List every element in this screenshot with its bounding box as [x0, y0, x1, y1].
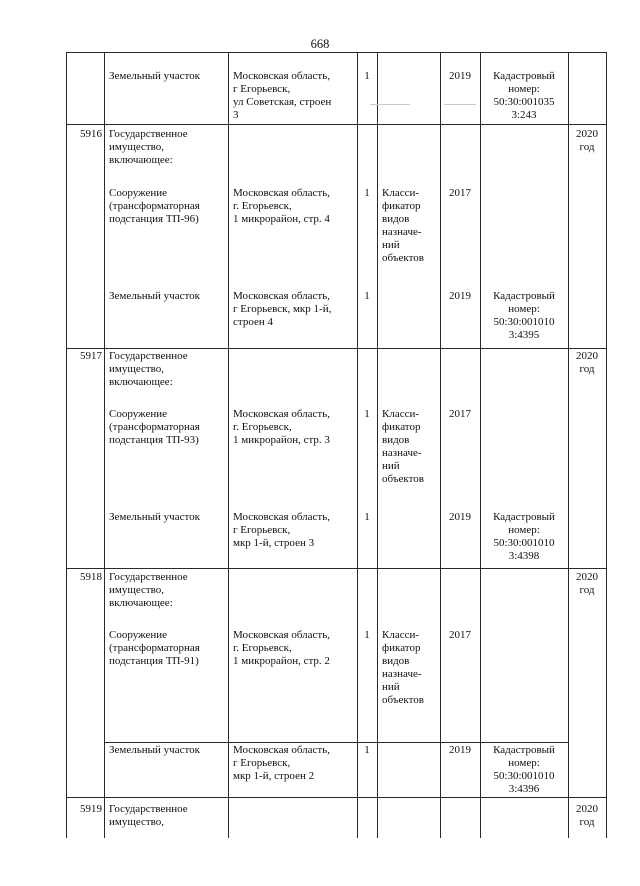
cell-line: 1 — [364, 408, 370, 420]
cell-line: фикатор — [382, 200, 421, 213]
cell-incl-year — [568, 803, 606, 829]
cell-object — [109, 629, 229, 668]
cell-line: Государственное — [109, 128, 188, 140]
cell-line: Сооружение — [109, 408, 168, 420]
cell-line: включающее: — [109, 154, 173, 167]
cell-incl-year — [568, 350, 606, 376]
table-top-rule — [66, 52, 607, 53]
cell-number — [66, 128, 102, 141]
cell-line: Московская область, — [233, 511, 330, 523]
cell-line: 2019 — [449, 744, 471, 756]
cell-object — [109, 408, 229, 447]
cell-line: 3 — [233, 109, 239, 122]
cell-qty — [357, 187, 377, 200]
cell-line: 50:30:001010 — [493, 316, 555, 329]
cell-line: имущество, — [109, 816, 165, 829]
column-rule-0 — [66, 52, 67, 838]
cell-line: назначе- — [382, 226, 422, 239]
cell-classifier — [382, 187, 442, 266]
cell-year — [440, 408, 480, 421]
column-rule-7 — [568, 52, 569, 838]
cell-qty — [357, 70, 377, 83]
cell-line: 1 микрорайон, стр. 2 — [233, 655, 330, 668]
cell-qty — [357, 744, 377, 757]
cell-line: назначе- — [382, 447, 422, 460]
cell-line: 1 — [364, 187, 370, 199]
cell-line: фикатор — [382, 421, 421, 434]
cell-line: Земельный участок — [109, 290, 200, 302]
cell-line: 2019 — [449, 511, 471, 523]
cell-line: мкр 1-й, строен 2 — [233, 770, 315, 783]
scan-artifact — [370, 104, 410, 105]
cell-line: Земельный участок — [109, 744, 200, 756]
cell-object — [109, 290, 229, 303]
page-number: 668 — [310, 37, 330, 51]
cell-object — [109, 128, 229, 167]
cell-year — [440, 744, 480, 757]
cell-year — [440, 187, 480, 200]
cell-line: объектов — [382, 252, 424, 265]
cell-line: номер: — [508, 83, 540, 96]
cell-line: 3:4396 — [508, 783, 540, 796]
scan-artifact — [444, 104, 476, 105]
cell-line: Класси- — [382, 629, 420, 641]
cell-qty — [357, 629, 377, 642]
cell-line: 1 — [364, 511, 370, 523]
cell-object — [109, 744, 229, 757]
cell-line: ний — [382, 681, 400, 694]
column-rule-8 — [606, 52, 607, 838]
cell-line: Сооружение — [109, 187, 168, 199]
cell-incl-year — [568, 128, 606, 154]
cell-line: год — [579, 816, 595, 829]
cell-line: Класси- — [382, 187, 420, 199]
cell-address — [233, 187, 358, 226]
cell-line: 1 — [364, 70, 370, 82]
cell-line: Сооружение — [109, 629, 168, 641]
cell-line: 50:30:001010 — [493, 537, 555, 550]
cell-line: 3:4395 — [508, 329, 540, 342]
cell-line: год — [579, 141, 595, 154]
cell-line: Московская область, — [233, 408, 330, 420]
cell-address — [233, 744, 358, 783]
cell-line: строен 4 — [233, 316, 273, 329]
cell-line: имущество, — [109, 363, 165, 376]
cell-line: 1 — [364, 744, 370, 756]
subrow-rule-0 — [104, 742, 568, 743]
cell-line: 2019 — [449, 70, 471, 82]
cell-line: Класси- — [382, 408, 420, 420]
cell-line: г. Егорьевск, — [233, 421, 292, 434]
cell-line: 3:243 — [511, 109, 537, 122]
cell-number — [66, 803, 102, 816]
cell-line: Государственное — [109, 803, 188, 815]
cell-address — [233, 408, 358, 447]
row-rule-1 — [66, 348, 607, 349]
cell-line: Московская область, — [233, 70, 330, 82]
cell-line: включающее: — [109, 597, 173, 610]
cell-object — [109, 511, 229, 524]
cell-line: г Егорьевск, — [233, 83, 291, 96]
cell-line: 2020 — [576, 128, 598, 140]
cell-cadastre — [480, 70, 568, 122]
cell-line: 5918 — [80, 571, 102, 583]
cell-line: (трансформаторная — [109, 200, 200, 213]
cell-line: объектов — [382, 473, 424, 486]
cell-cadastre — [480, 290, 568, 342]
cell-line: 50:30:001010 — [493, 770, 555, 783]
cell-line: 2020 — [576, 571, 598, 583]
cell-year — [440, 629, 480, 642]
cell-object — [109, 571, 229, 610]
cell-qty — [357, 408, 377, 421]
cell-line: г Егорьевск, — [233, 757, 291, 770]
cell-line: подстанция ТП-96) — [109, 213, 199, 226]
cell-address — [233, 70, 358, 122]
cell-line: Государственное — [109, 350, 188, 362]
cell-line: включающее: — [109, 376, 173, 389]
cell-line: 2017 — [449, 187, 471, 199]
cell-line: Московская область, — [233, 187, 330, 199]
cell-line: мкр 1-й, строен 3 — [233, 537, 315, 550]
cell-line: номер: — [508, 757, 540, 770]
cell-line: Московская область, — [233, 629, 330, 641]
cell-line: 2019 — [449, 290, 471, 302]
cell-classifier — [382, 629, 442, 708]
cell-object — [109, 187, 229, 226]
cell-line: видов — [382, 655, 410, 668]
cell-line: Московская область, — [233, 290, 330, 302]
cell-line: Кадастровый — [493, 290, 555, 302]
cell-line: ул Советская, строен — [233, 96, 332, 109]
cell-line: ний — [382, 460, 400, 473]
cell-year — [440, 511, 480, 524]
cell-line: г Егорьевск, — [233, 524, 291, 537]
cell-line: фикатор — [382, 642, 421, 655]
cell-classifier — [382, 408, 442, 487]
cell-address — [233, 629, 358, 668]
cell-object — [109, 350, 229, 389]
row-rule-3 — [66, 797, 607, 798]
cell-line: 1 микрорайон, стр. 4 — [233, 213, 330, 226]
column-rule-1 — [104, 52, 105, 838]
cell-line: ний — [382, 239, 400, 252]
cell-line: имущество, — [109, 141, 165, 154]
cell-incl-year — [568, 571, 606, 597]
row-rule-0 — [66, 124, 607, 125]
cell-line: 2017 — [449, 408, 471, 420]
cell-line: Московская область, — [233, 744, 330, 756]
cell-cadastre — [480, 511, 568, 563]
cell-line: 2020 — [576, 350, 598, 362]
cell-line: Земельный участок — [109, 70, 200, 82]
row-rule-2 — [66, 568, 607, 569]
cell-line: 1 микрорайон, стр. 3 — [233, 434, 330, 447]
cell-line: номер: — [508, 524, 540, 537]
cell-qty — [357, 511, 377, 524]
cell-line: подстанция ТП-91) — [109, 655, 199, 668]
cell-address — [233, 511, 358, 550]
cell-line: г. Егорьевск, — [233, 642, 292, 655]
cell-number — [66, 571, 102, 584]
cell-qty — [357, 290, 377, 303]
cell-line: 1 — [364, 290, 370, 302]
cell-line: (трансформаторная — [109, 421, 200, 434]
cell-line: 3:4398 — [508, 550, 540, 563]
cell-line: объектов — [382, 694, 424, 707]
cell-year — [440, 70, 480, 83]
cell-line: видов — [382, 213, 410, 226]
cell-line: Кадастровый — [493, 70, 555, 82]
cell-line: Кадастровый — [493, 511, 555, 523]
cell-line: Государственное — [109, 571, 188, 583]
cell-line: 1 — [364, 629, 370, 641]
cell-line: (трансформаторная — [109, 642, 200, 655]
cell-line: 5917 — [80, 350, 102, 362]
cell-line: 5916 — [80, 128, 102, 140]
cell-line: Кадастровый — [493, 744, 555, 756]
cell-object — [109, 70, 229, 83]
cell-object — [109, 803, 229, 829]
cell-line: 5919 — [80, 803, 102, 815]
cell-year — [440, 290, 480, 303]
cell-line: 50:30:001035 — [493, 96, 555, 109]
cell-line: имущество, — [109, 584, 165, 597]
cell-line: г Егорьевск, мкр 1-й, — [233, 303, 332, 316]
cell-line: 2017 — [449, 629, 471, 641]
cell-line: номер: — [508, 303, 540, 316]
cell-address — [233, 290, 358, 329]
cell-line: назначе- — [382, 668, 422, 681]
cell-line: год — [579, 363, 595, 376]
cell-number — [66, 350, 102, 363]
cell-line: видов — [382, 434, 410, 447]
cell-line: год — [579, 584, 595, 597]
cell-line: 2020 — [576, 803, 598, 815]
column-rule-4 — [377, 52, 378, 838]
column-rule-6 — [480, 52, 481, 838]
cell-cadastre — [480, 744, 568, 796]
cell-line: г. Егорьевск, — [233, 200, 292, 213]
cell-line: подстанция ТП-93) — [109, 434, 199, 447]
cell-line: Земельный участок — [109, 511, 200, 523]
